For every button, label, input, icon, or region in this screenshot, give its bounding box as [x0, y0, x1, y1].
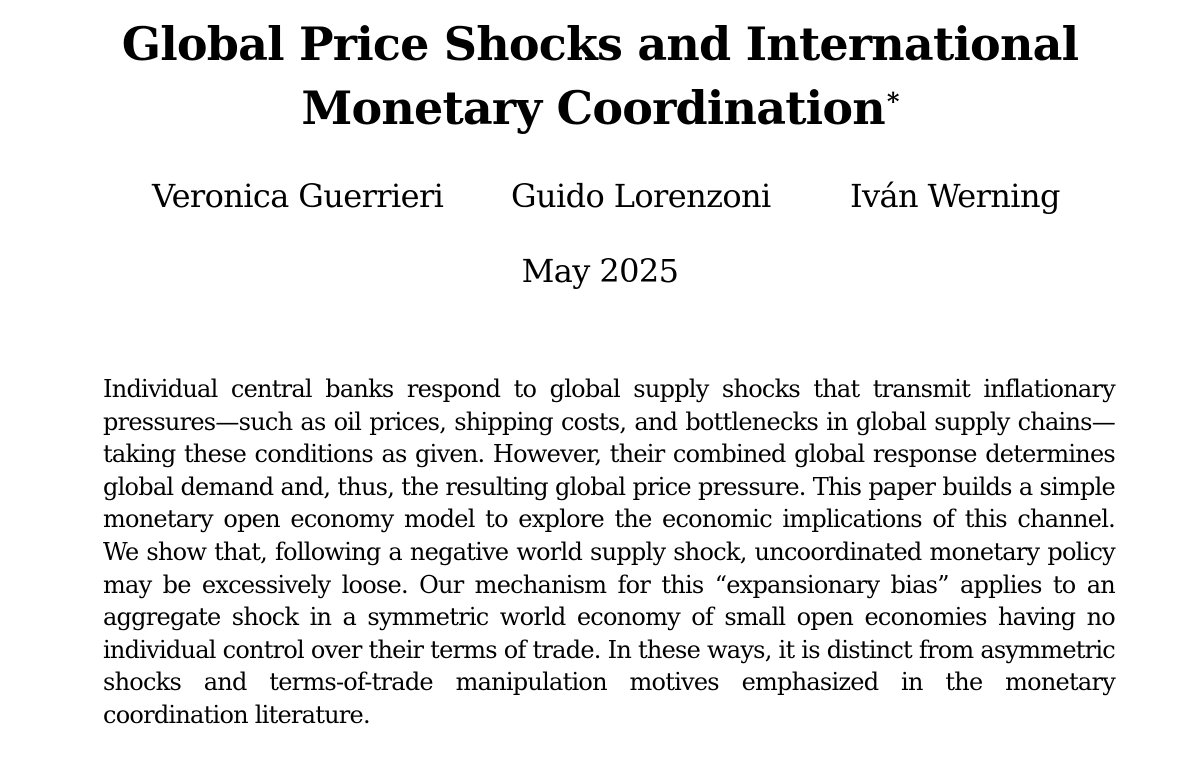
abstract-text: Individual central banks respond to global supply shocks that transmit inflationary pressures—such as oil prices, shipping costs, and bottlenecks in global supply chains—taking these conditions as given. However, their combined global response determines global demand and, thus, the resulting global price pressure. This paper builds a simple monetary open economy model to explore the economic implications of this channel. We show that, following a negative world supply shock, uncoordinated monetary policy may be excessively loose. Our mechanism for this “expansionary bias” applies to an aggregate shock in a symmetric world economy of small open economies having no individual control over their terms of trade. In these ways, it is distinct from asymmetric shocks and terms-of-trade manipulation motives emphasized in the monetary coordination literature. — [103, 375, 1115, 729]
paper-title-text: Global Price Shocks and International Monetary Coordination — [121, 17, 1079, 135]
publication-date: May 2025 — [521, 252, 679, 290]
title-footnote-mark: * — [886, 87, 899, 116]
paper-title — [30, 12, 1170, 140]
author-name: Veronica Guerrieri — [152, 177, 444, 215]
author-list — [0, 177, 1200, 221]
author-name: Iván Werning — [850, 177, 1060, 215]
author-name: Guido Lorenzoni — [511, 177, 771, 215]
